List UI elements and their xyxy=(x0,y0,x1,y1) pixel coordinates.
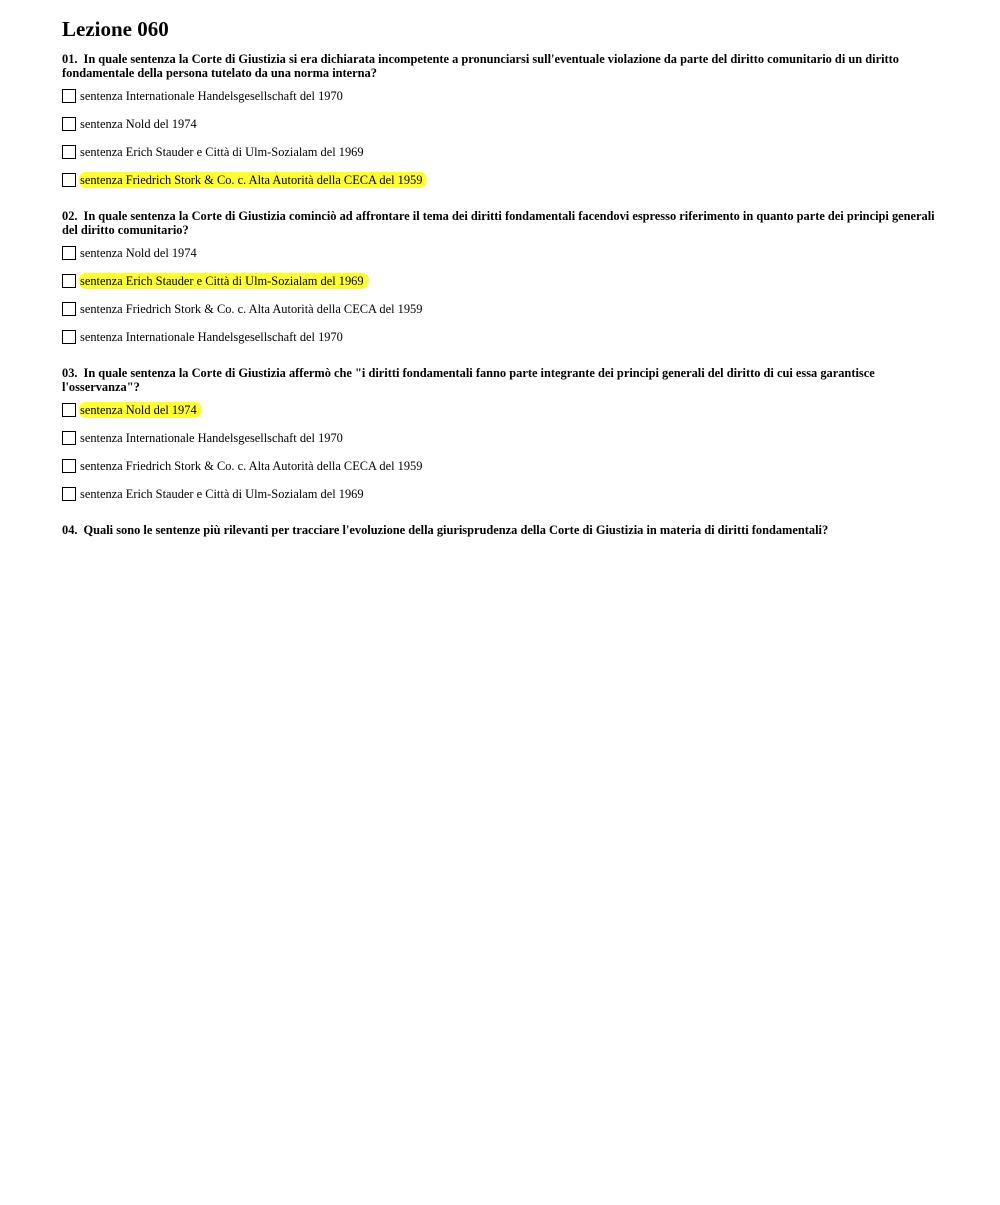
question-body: In quale sentenza la Corte di Giustizia cominciò ad affrontare il tema dei diritti fondamentali facendovi espresso riferimento in quanto parte dei principi generali del diritto comunitario? xyxy=(62,209,935,237)
question-number: 01. xyxy=(62,52,78,66)
option-list xyxy=(62,402,942,502)
option-item[interactable] xyxy=(62,301,942,317)
option-item[interactable] xyxy=(62,430,942,446)
checkbox[interactable] xyxy=(62,330,76,344)
checkbox[interactable] xyxy=(62,487,76,501)
question-number: 02. xyxy=(62,209,78,223)
option-label: sentenza Nold del 1974 xyxy=(80,117,197,131)
option-item[interactable] xyxy=(62,402,942,418)
checkbox[interactable] xyxy=(62,145,76,159)
option-label: sentenza Erich Stauder e Città di Ulm-Sozialam del 1969 xyxy=(80,145,364,159)
question-text xyxy=(62,366,942,394)
question-text xyxy=(62,52,942,80)
option-label: sentenza Erich Stauder e Città di Ulm-Sozialam del 1969 xyxy=(80,487,364,501)
lesson-title: Lezione 060 xyxy=(62,17,169,41)
option-item[interactable] xyxy=(62,88,942,104)
question-body: In quale sentenza la Corte di Giustizia si era dichiarata incompetente a pronunciarsi sull'eventuale violazione da parte del diritto comunitario di un diritto fondamentale della persona tutelato da una norma interna? xyxy=(62,52,899,80)
checkbox[interactable] xyxy=(62,302,76,316)
option-label-highlighted: sentenza Friedrich Stork & Co. c. Alta Autorità della CECA del 1959 xyxy=(79,172,427,188)
option-label: sentenza Friedrich Stork & Co. c. Alta Autorità della CECA del 1959 xyxy=(80,459,423,473)
option-item[interactable] xyxy=(62,458,942,474)
checkbox[interactable] xyxy=(62,274,76,288)
option-item[interactable] xyxy=(62,273,942,289)
option-item[interactable] xyxy=(62,172,942,188)
option-label-highlighted: sentenza Erich Stauder e Città di Ulm-Sozialam del 1969 xyxy=(79,273,369,289)
option-item[interactable] xyxy=(62,116,942,132)
option-label: sentenza Nold del 1974 xyxy=(80,246,197,260)
checkbox[interactable] xyxy=(62,117,76,131)
checkbox[interactable] xyxy=(62,431,76,445)
question-text xyxy=(62,209,942,237)
question-body: Quali sono le sentenze più rilevanti per tracciare l'evoluzione della giurisprudenza della Corte di Giustizia in materia di diritti fondamentali? xyxy=(83,523,829,537)
option-list xyxy=(62,88,942,188)
option-label: sentenza Friedrich Stork & Co. c. Alta Autorità della CECA del 1959 xyxy=(80,302,423,316)
option-item[interactable] xyxy=(62,329,942,345)
option-label: sentenza Internationale Handelsgesellschaft del 1970 xyxy=(80,330,343,344)
question-04 xyxy=(62,523,942,537)
question-text xyxy=(62,523,942,537)
checkbox[interactable] xyxy=(62,173,76,187)
option-item[interactable] xyxy=(62,245,942,261)
question-body: In quale sentenza la Corte di Giustizia affermò che "i diritti fondamentali fanno parte integrante dei principi generali del diritto di cui essa garantisce l'osservanza"? xyxy=(62,366,875,394)
option-label: sentenza Internationale Handelsgesellschaft del 1970 xyxy=(80,431,343,445)
question-01 xyxy=(62,52,942,188)
question-03 xyxy=(62,366,942,502)
question-02 xyxy=(62,209,942,345)
checkbox[interactable] xyxy=(62,89,76,103)
option-list xyxy=(62,245,942,345)
option-item[interactable] xyxy=(62,486,942,502)
document-page xyxy=(62,16,942,558)
checkbox[interactable] xyxy=(62,403,76,417)
option-label-highlighted: sentenza Nold del 1974 xyxy=(79,402,202,418)
option-label: sentenza Internationale Handelsgesellschaft del 1970 xyxy=(80,89,343,103)
question-number: 03. xyxy=(62,366,78,380)
option-item[interactable] xyxy=(62,144,942,160)
question-number: 04. xyxy=(62,523,78,537)
checkbox[interactable] xyxy=(62,459,76,473)
checkbox[interactable] xyxy=(62,246,76,260)
